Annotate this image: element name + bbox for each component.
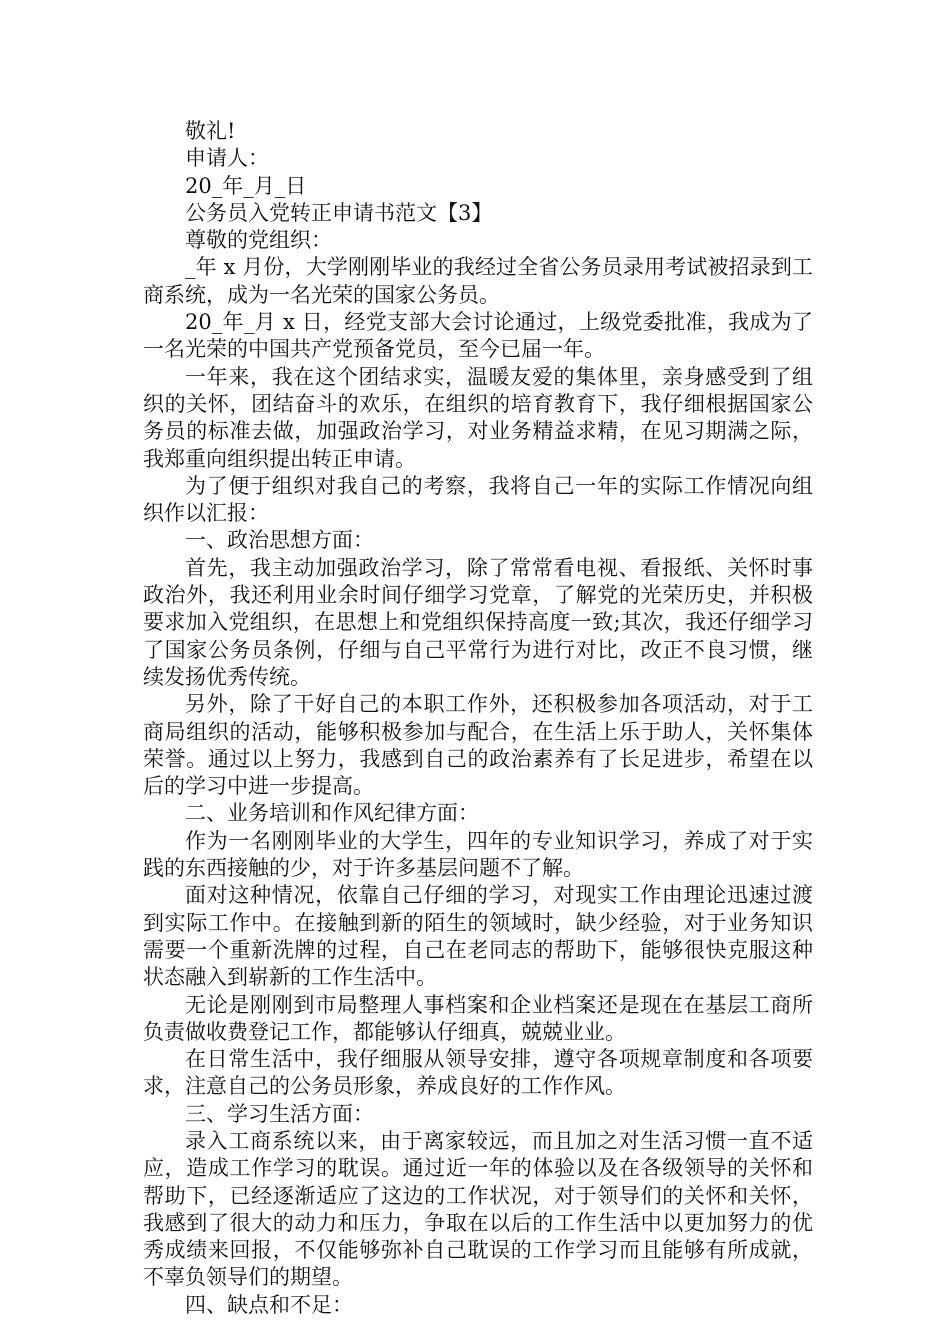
heading-training: 二、业务培训和作风纪律方面： [185, 801, 479, 826]
paragraph: 无论是刚刚到市局整理人事档案和企业档案还是现在在基层工商所负责做收费登记工作，都能够认仔细真，兢兢业业。 [143, 992, 813, 1044]
paragraph: 在日常生活中，我仔细服从领导安排，遵守各项规章制度和各项要求，注意自己的公务员形象，养成良好的工作作风。 [143, 1047, 813, 1099]
heading-shortcomings: 四、缺点和不足： [185, 1292, 353, 1317]
paragraph: 作为一名刚刚毕业的大学生，四年的专业知识学习，养成了对于实践的东西接触的少，对于许多基层问题不了解。 [143, 828, 813, 881]
section-title: 公务员入党转正申请书范文【3】 [185, 200, 493, 225]
paragraph: 面对这种情况，依靠自己仔细的学习，对现实工作由理论迅速过渡到实际工作中。在接触到新的陌生的领域时，缺少经验，对于业务知识需要一个重新洗牌的过程，自己在老同志的帮助下，能够很快克服这种状态融入到崭新的工作生活中。 [143, 883, 813, 990]
heading-study-life: 三、学习生活方面： [185, 1101, 374, 1126]
paragraph: 另外，除了干好自己的本职工作外，还积极参加各项活动，对于工商局组织的活动，能够积极参加与配合，在生活上乐于助人，关怀集体荣誉。通过以上努力，我感到自己的政治素养有了长足进步，希望在以后的学习中进一步提高。 [143, 692, 813, 799]
paragraph: 为了便于组织对我自己的考察，我将自己一年的实际工作情况向组织作以汇报： [143, 473, 813, 526]
paragraph: _年 x 月份，大学刚刚毕业的我经过全省公务员录用考试被招录到工商系统，成为一名光荣的国家公务员。 [143, 255, 813, 307]
paragraph: 录入工商系统以来，由于离家较远，而且加之对生活习惯一直不适应，造成工作学习的耽误。通过近一年的体验以及在各级领导的关怀和帮助下，已经逐渐适应了这边的工作状况，对于领导们的关怀和关怀，我感到了很大的动力和压力，争取在以后的工作生活中以更加努力的优秀成绩来回报，不仅能够弥补自己耽误的工作学习而且能够有所成就，不辜负领导们的期望。 [143, 1128, 813, 1290]
applicant-line: 申请人： [185, 146, 269, 171]
closing-salute: 敬礼! [185, 119, 236, 143]
salutation: 尊敬的党组织： [185, 228, 332, 253]
paragraph: 一年来，我在这个团结求实，温暖友爱的集体里，亲身感受到了组织的关怀，团结奋斗的欢乐，在组织的培育教育下，我仔细根据国家公务员的标准去做，加强政治学习，对业务精益求精，在见习期满之际，我郑重向组织提出转正申请。 [143, 364, 813, 471]
paragraph: 20_年_月 x 日，经党支部大会讨论通过，上级党委批准，我成为了一名光荣的中国共产党预备党员，至今已届一年。 [143, 310, 813, 362]
document-body [143, 118, 813, 1319]
paragraph: 首先，我主动加强政治学习，除了常常看电视、看报纸、关怀时事政治外，我还利用业余时间仔细学习党章，了解党的光荣历史，并积极要求加入党组织，在思想上和党组织保持高度一致;其次，我还仔细学习了国家公务员条例，仔细与自己平常行为进行对比，改正不良习惯，继续发扬优秀传统。 [143, 555, 813, 689]
date-line: 20_年_月_日 [185, 173, 307, 198]
heading-political: 一、政治思想方面： [185, 528, 374, 553]
